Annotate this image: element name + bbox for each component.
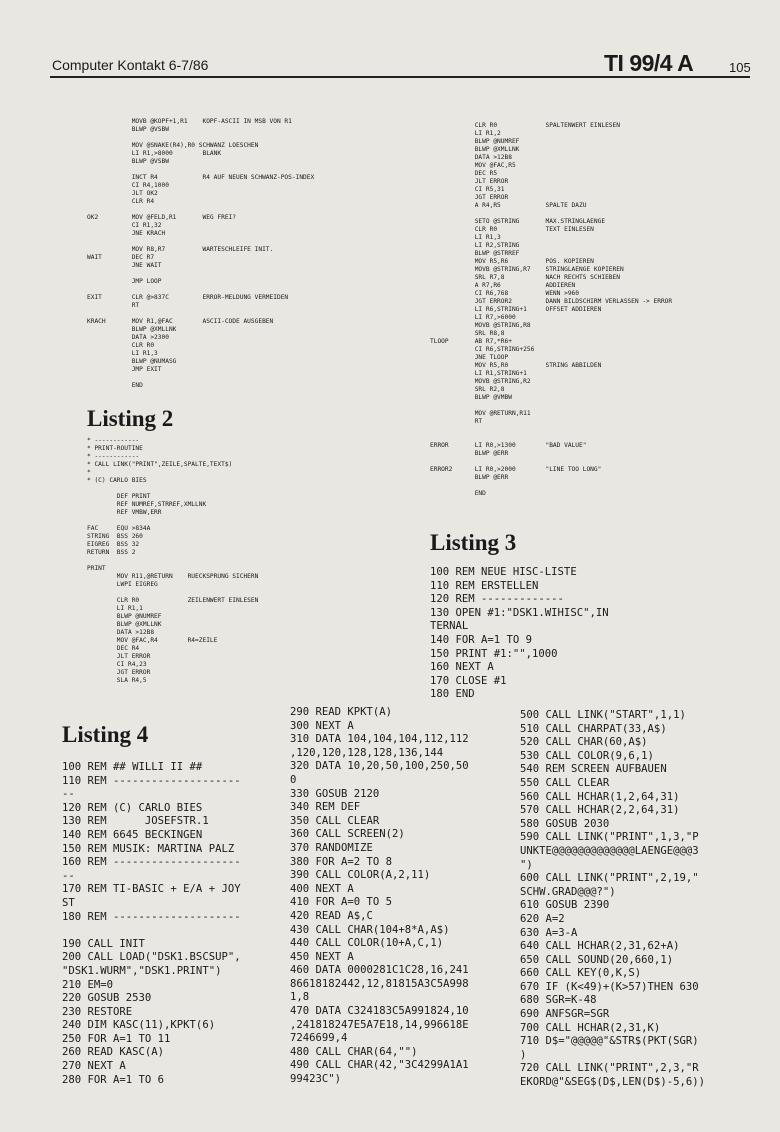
listing2-code: * ------------ * PRINT-ROUTINE * ------------ * CALL LINK("PRINT",ZEILE,SPALTE,TEXT$) * * (C) CARLO BIES DEF PRINT REF NUMREF,STRREF,XMLLNK REF VMBW,ERR FAC EQU >834A STRING BSS 260 EIGREG BSS 32 RETURN BSS 2 PRINT MOV R11,@RETURN RUECKSPRUNG SICHERN LWPI EIGREG CLR R0 ZEILENWERT EINLESEN LI R1,1 BLWP @NUMREF BLWP @XMLLNK DATA >12B8 MOV @FAC,R4 R4=ZEILE DEC R4 JLT ERROR CI R4,23 JGT ERROR SLA R4,5 (87, 437, 259, 684)
listing2-title: Listing 2 (87, 406, 174, 431)
page-number: 105 (729, 60, 751, 75)
listing4-col2: 290 READ KPKT(A) 300 NEXT A 310 DATA 104,104,104,112,112 ,120,120,128,128,136,144 320 DATA 10,20,50,100,250,50 0 330 GOSUB 2120 340 REM DEF 350 CALL CLEAR 360 CALL SCREEN(2) 370 RANDOMIZE 380 FOR A=2 TO 8 390 CALL COLOR(A,2,11) 400 NEXT A 410 FOR A=0 TO 5 420 READ A$,C 430 CALL CHAR(104+8*A,A$) 440 CALL COLOR(10+A,C,1) 450 NEXT A 460 DATA 0000281C1C28,16,241 86618182442,12,81815A3C5A998 1,8 470 DATA C324183C5A991824,10 ,241818247E5A7E18,14,996618E 7246699,4 480 CALL CHAR(64,"") 490 CALL CHAR(42,"3C4299A1A1 99423C") (290, 706, 469, 1086)
header-rule (50, 76, 750, 78)
section-title: TI 99/4 A (604, 50, 694, 76)
listing1-left-code: MOVB @KOPF+1,R1 KOPF-ASCII IN MSB VON R1 BLWP @VSBW MOV @SNAKE(R4),R0 SCHWANZ LOESCHEN LI R1,>8000 BLANK BLWP @VSBW INCT R4 R4 AUF NEUEN SCHWANZ-POS-INDEX CI R4,1000 JLT OK2 CLR R4 OK2 MOV @FELD,R1 WEG FREI? CI R1,32 JNE KRACH MOV R8,R7 WARTESCHLEIFE INIT. WAIT DEC R7 JNE WAIT JMP LOOP EXIT CLR @>837C ERROR-MELDUNG VERMEIDEN RT KRACH MOV R1,@FAC ASCII-CODE AUSGEBEN BLWP @XMLLNK DATA >2300 CLR R0 LI R1,3 BLWP @NUMASG JMP EXIT END (87, 118, 315, 389)
listing3-code: 100 REM NEUE HISC-LISTE 110 REM ERSTELLEN 120 REM ------------- 130 OPEN #1:"DSK1.WIHISC",IN TERNAL 140 FOR A=1 TO 9 150 PRINT #1:"",1000 160 NEXT A 170 CLOSE #1 180 END (430, 566, 609, 701)
magazine-issue: Computer Kontakt 6-7/86 (52, 57, 209, 73)
listing4-col1: 100 REM ## WILLI II ## 110 REM -------------------- -- 120 REM (C) CARLO BIES 130 REM JOSEFSTR.1 140 REM 6645 BECKINGEN 150 REM MUSIK: MARTINA PALZ 160 REM -------------------- -- 170 REM TI-BASIC + E/A + JOY ST 180 REM -------------------- 190 CALL INIT 200 CALL LOAD("DSK1.BSCSUP", "DSK1.WURM","DSK1.PRINT") 210 EM=0 220 GOSUB 2530 230 RESTORE 240 DIM KASC(11),KPKT(6) 250 FOR A=1 TO 11 260 READ KASC(A) 270 NEXT A 280 FOR A=1 TO 6 (62, 761, 241, 1086)
listing1-right-code: CLR R0 SPALTENWERT EINLESEN LI R1,2 BLWP @NUMREF BLWP @XMLLNK DATA >12B8 MOV @FAC,R5 DEC R5 JLT ERROR CI R5,31 JGT ERROR A R4,R5 SPALTE DAZU SETO @STRING MAX.STRINGLAENGE CLR R0 TEXT EINLESEN LI R1,3 LI R2,STRING BLWP @STRREF MOV R5,R6 POS. KOPIEREN MOVB @STRING,R7 STRINGLAENGE KOPIEREN SRL R7,8 NACH RECHTS SCHIEBEN A R7,R6 ADDIEREN CI R6,768 WENN >960 JGT ERROR2 DANN BILDSCHIRM VERLASSEN -> ERROR LI R6,STRING+1 OFFSET ADDIEREN LI R7,>6000 MOVB @STRING,R8 SRL R8,8 TLOOP AB R7,*R6+ CI R6,STRING+256 JNE TLOOP MOV R5,R0 STRING ABBILDEN LI R1,STRING+1 MOVB @STRING,R2 SRL R2,8 BLWP @VMBW MOV @RETURN,R11 RT ERROR LI R0,>1300 "BAD VALUE" BLWP @ERR ERROR2 LI R0,>2000 "LINE TOO LONG" BLWP @ERR END (430, 122, 673, 497)
listing4-col3: 500 CALL LINK("START",1,1) 510 CALL CHARPAT(33,A$) 520 CALL CHAR(60,A$) 530 CALL COLOR(9,6,1) 540 REM SCREEN AUFBAUEN 550 CALL CLEAR 560 CALL HCHAR(1,2,64,31) 570 CALL HCHAR(2,2,64,31) 580 GOSUB 2030 590 CALL LINK("PRINT",1,3,"P UNKTE@@@@@@@@@@@@@LAENGE@@@3 ") 600 CALL LINK("PRINT",2,19," SCHW.GRAD@@@?") 610 GOSUB 2390 620 A=2 630 A=3-A 640 CALL HCHAR(2,31,62+A) 650 CALL SOUND(20,660,1) 660 CALL KEY(0,K,S) 670 IF (K<49)+(K>57)THEN 630 680 SGR=K-48 690 ANFSGR=SGR 700 CALL HCHAR(2,31,K) 710 D$="@@@@@"&STR$(PKT(SGR) ) 720 CALL LINK("PRINT",2,3,"R EKORD@"&SEG$(D$,LEN(D$)-5,6)) (520, 709, 705, 1089)
listing3-title: Listing 3 (430, 530, 517, 555)
listing4-title: Listing 4 (62, 722, 149, 747)
